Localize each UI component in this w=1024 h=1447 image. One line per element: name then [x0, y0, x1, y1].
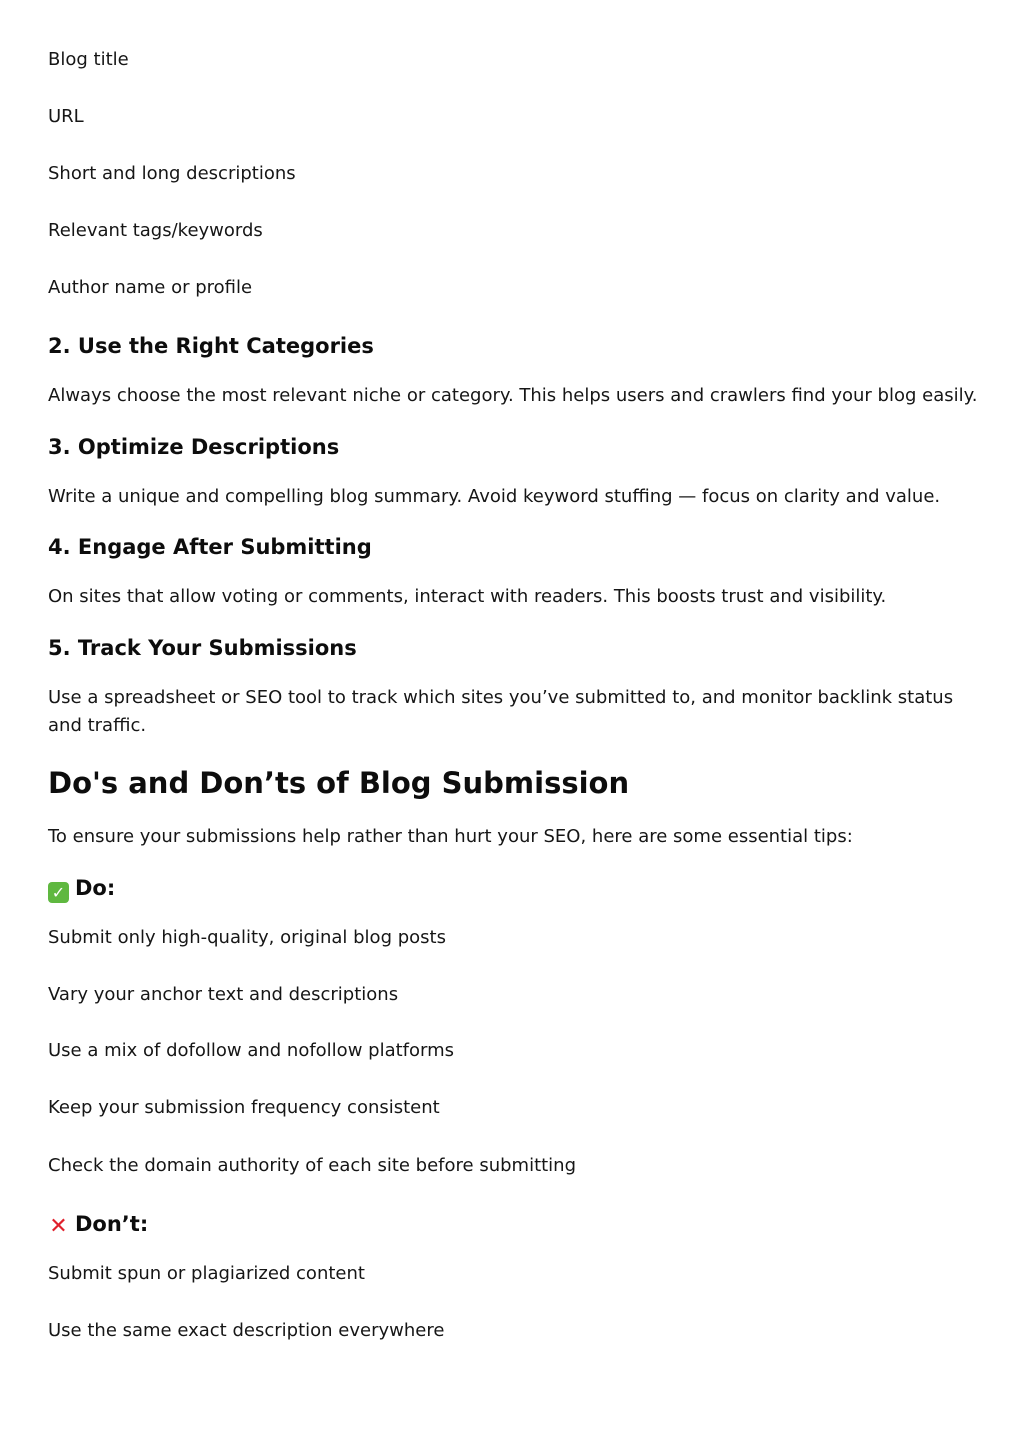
list-item: Use the same exact description everywhere — [48, 1320, 445, 1341]
dont-heading — [48, 1209, 148, 1239]
section-heading: 5. Track Your Submissions — [48, 636, 357, 660]
list-item: Relevant tags/keywords — [48, 220, 263, 241]
dos-donts-title: Do's and Don’ts of Blog Submission — [48, 766, 630, 800]
list-item: Blog title — [48, 49, 129, 70]
do-heading — [48, 873, 115, 903]
section-body: Use a spreadsheet or SEO tool to track which sites you’ve submitted to, and monitor backlink status and traffic. — [48, 687, 954, 736]
list-item: Vary your anchor text and descriptions — [48, 984, 399, 1005]
section-heading: 2. Use the Right Categories — [48, 334, 374, 358]
list-item: Check the domain authority of each site before submitting — [48, 1155, 577, 1176]
section-body: Write a unique and compelling blog summary. Avoid keyword stuffing — focus on clarity and value. — [48, 486, 941, 507]
section-heading: 3. Optimize Descriptions — [48, 435, 340, 459]
cross-mark-icon: ✕ — [49, 1214, 68, 1239]
list-item: Short and long descriptions — [48, 163, 296, 184]
dos-donts-intro: To ensure your submissions help rather than hurt your SEO, here are some essential tips: — [48, 826, 853, 847]
list-item: Author name or profile — [48, 277, 253, 298]
list-item: Submit spun or plagiarized content — [48, 1263, 365, 1284]
list-item: Use a mix of dofollow and nofollow platforms — [48, 1040, 455, 1061]
list-item: Keep your submission frequency consistent — [48, 1097, 440, 1118]
list-item: URL — [48, 106, 84, 127]
dont-heading-label: Don’t: — [75, 1212, 149, 1236]
do-heading-label: Do: — [75, 876, 116, 900]
section-body: Always choose the most relevant niche or category. This helps users and crawlers find your blog easily. — [48, 385, 978, 406]
list-item: Submit only high-quality, original blog posts — [48, 927, 446, 948]
section-body: On sites that allow voting or comments, interact with readers. This boosts trust and visibility. — [48, 586, 887, 607]
section-heading: 4. Engage After Submitting — [48, 535, 372, 559]
check-mark-icon: ✓ — [48, 882, 69, 903]
